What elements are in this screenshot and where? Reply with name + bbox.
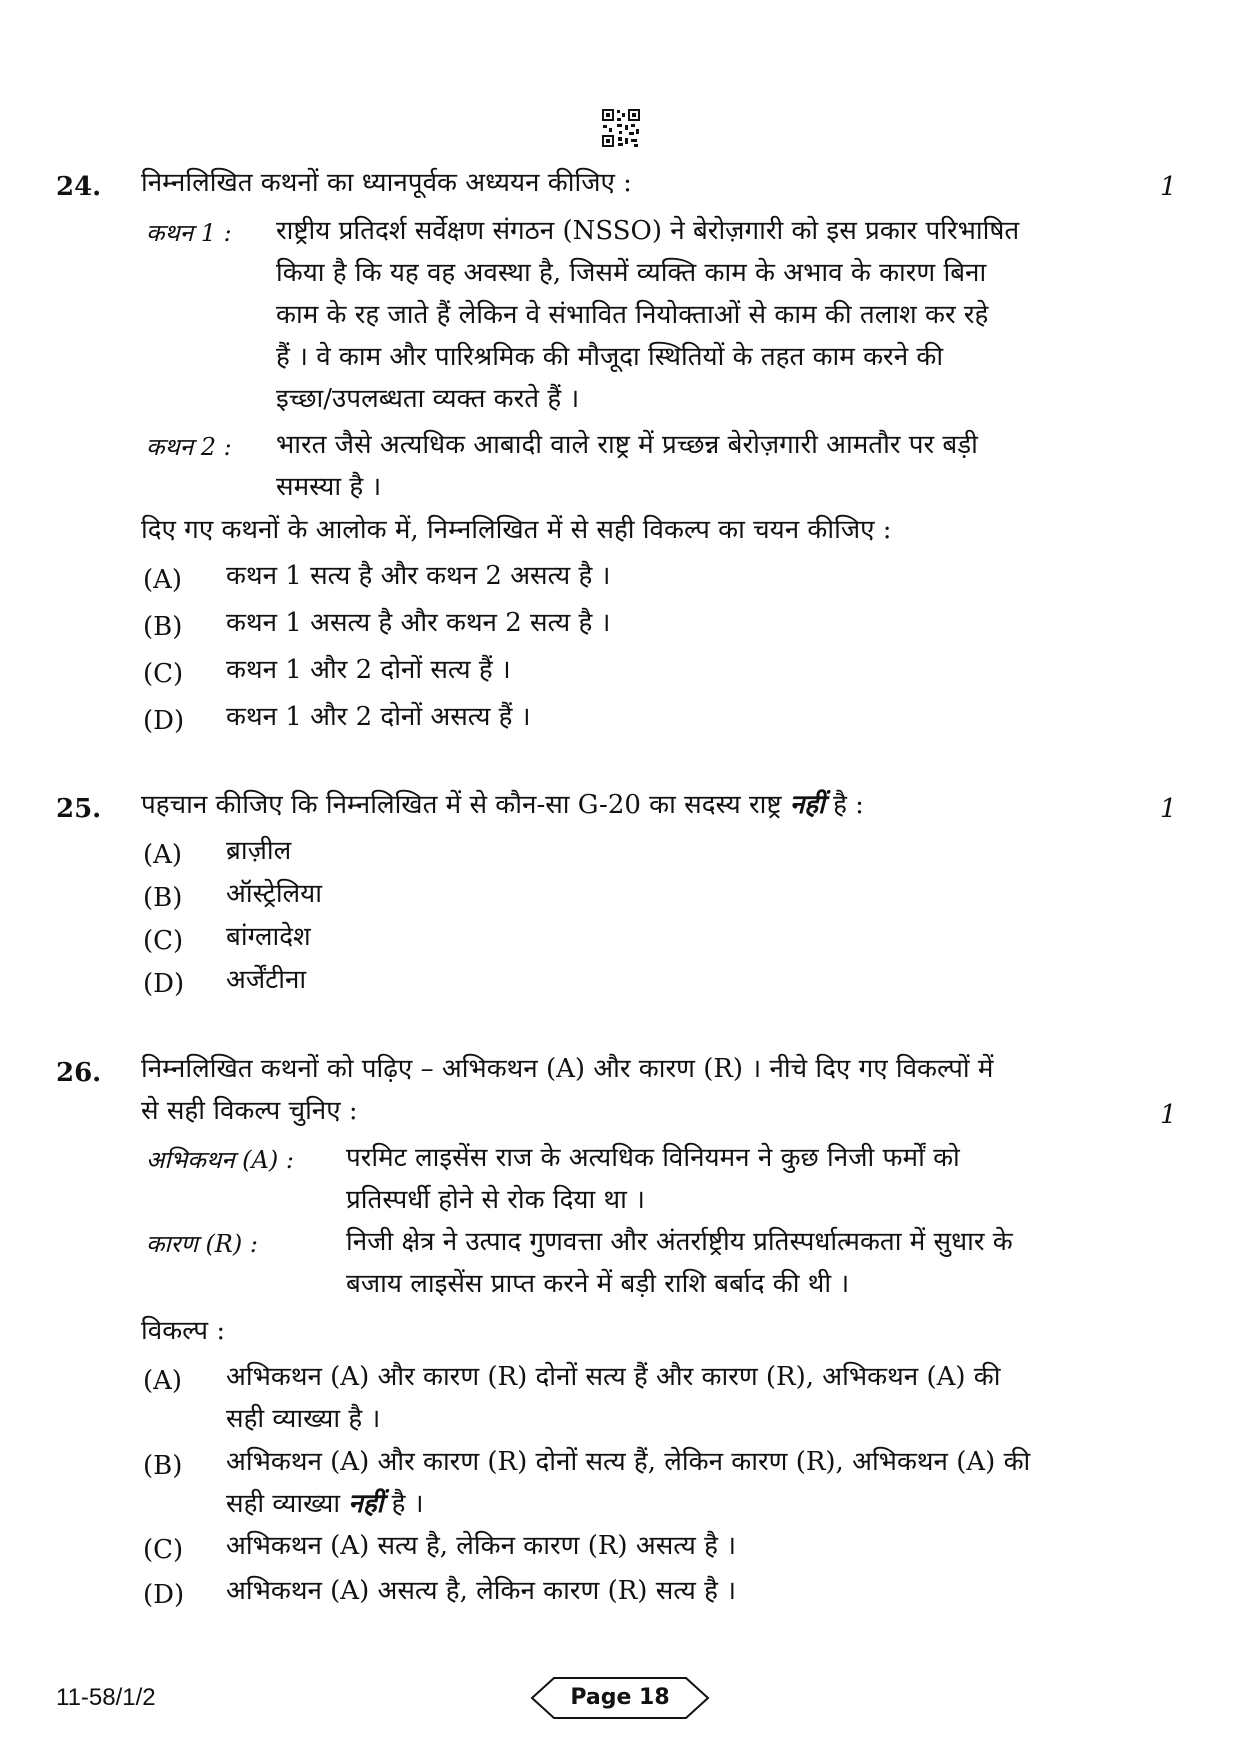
- text-line: निम्नलिखित कथनों को पढ़िए – अभिकथन (A) और कारण (R) । नीचे दिए गए विकल्पों में: [141, 1054, 994, 1084]
- option-d-letter: (D): [143, 969, 185, 999]
- option-c-letter: (C): [143, 659, 184, 689]
- text-line: किया है कि यह वह अवस्था है, जिसमें व्यक्ति काम के अभाव के कारण बिना: [276, 258, 987, 288]
- text-line: भारत जैसे अत्यधिक आबादी वाले राष्ट्र में प्रच्छन्न बेरोज़गारी आमतौर पर बड़ी: [276, 430, 978, 460]
- option-text: है ।: [391, 1489, 424, 1519]
- option-d-letter: (D): [143, 1580, 185, 1610]
- text-line: प्रतिस्पर्धी होने से रोक दिया था ।: [346, 1185, 645, 1215]
- qr-code-icon: [601, 108, 641, 148]
- option-b-letter: (B): [143, 612, 183, 642]
- text-line: [226, 1483, 1121, 1525]
- question-marks: 1: [1160, 794, 1177, 824]
- instruction: दिए गए कथनों के आलोक में, निम्नलिखित में से सही विकल्प का चयन कीजिए :: [141, 515, 892, 545]
- option-c-text: कथन 1 और 2 दोनों सत्य हैं ।: [226, 655, 511, 685]
- assertion-text: [346, 1137, 1121, 1221]
- page-indicator: [530, 1676, 710, 1720]
- question-marks: 1: [1160, 1100, 1177, 1130]
- option-a-letter: (A): [143, 840, 183, 870]
- option-b-text: ऑस्ट्रेलिया: [226, 879, 322, 909]
- stem-text: है :: [833, 790, 864, 820]
- option-b-letter: (B): [143, 1451, 183, 1481]
- paper-code: 11-58/1/2: [56, 1684, 156, 1711]
- option-b-text: कथन 1 असत्य है और कथन 2 सत्य है ।: [226, 608, 611, 638]
- option-b-letter: (B): [143, 883, 183, 913]
- text-line: इच्छा/उपलब्धता व्यक्त करते हैं ।: [276, 384, 580, 414]
- options-label: विकल्प :: [141, 1316, 226, 1346]
- text-line: अभिकथन (A) और कारण (R) दोनों सत्य हैं और कारण (R), अभिकथन (A) की: [226, 1362, 1001, 1392]
- text-line: से सही विकल्प चुनिए :: [141, 1096, 358, 1126]
- statement-2-label: कथन 2 :: [146, 433, 232, 461]
- statement-1-label: कथन 1 :: [146, 219, 232, 247]
- option-a-text: कथन 1 सत्य है और कथन 2 असत्य है ।: [226, 561, 611, 591]
- text-line: बजाय लाइसेंस प्राप्त करने में बड़ी राशि बर्बाद की थी ।: [346, 1269, 850, 1299]
- question-marks: 1: [1160, 172, 1177, 202]
- option-a-letter: (A): [143, 1366, 183, 1396]
- question-stem: निम्नलिखित कथनों का ध्यानपूर्वक अध्ययन कीजिए :: [141, 168, 632, 198]
- assertion-label: अभिकथन (A) :: [146, 1146, 294, 1174]
- question-number: 24.: [56, 172, 102, 202]
- option-a-text: [226, 1356, 1121, 1440]
- option-a-letter: (A): [143, 565, 183, 595]
- question-number: 25.: [56, 794, 102, 824]
- reason-label: कारण (R) :: [146, 1230, 258, 1258]
- option-d-letter: (D): [143, 706, 185, 736]
- option-c-text: अभिकथन (A) सत्य है, लेकिन कारण (R) असत्य है ।: [226, 1531, 737, 1561]
- option-a-text: ब्राज़ील: [226, 836, 292, 866]
- option-emphasis: नहीं: [348, 1489, 384, 1519]
- text-line: काम के रह जाते हैं लेकिन वे संभावित नियोक्ताओं से काम की तलाश कर रहे: [276, 300, 989, 330]
- text-line: राष्ट्रीय प्रतिदर्श सर्वेक्षण संगठन (NSSO) ने बेरोज़गारी को इस प्रकार परिभाषित: [276, 216, 1020, 246]
- option-text: सही व्याख्या: [226, 1489, 341, 1519]
- question-stem: [141, 784, 864, 826]
- text-line: निजी क्षेत्र ने उत्पाद गुणवत्ता और अंतर्राष्ट्रीय प्रतिस्पर्धात्मकता में सुधार के: [346, 1227, 1013, 1257]
- option-c-text: बांग्लादेश: [226, 922, 311, 952]
- option-c-letter: (C): [143, 1535, 184, 1565]
- text-line: हैं । वे काम और पारिश्रमिक की मौजूदा स्थितियों के तहत काम करने की: [276, 342, 944, 372]
- text-line: परमिट लाइसेंस राज के अत्यधिक विनियमन ने कुछ निजी फर्मों को: [346, 1143, 960, 1173]
- page-number: Page 18: [570, 1685, 670, 1710]
- text-line: सही व्याख्या है ।: [226, 1404, 381, 1434]
- text-line: समस्या है ।: [276, 472, 382, 502]
- statement-1-text: [276, 210, 1121, 420]
- question-number: 26.: [56, 1058, 102, 1088]
- stem-text: पहचान कीजिए कि निम्नलिखित में से कौन-सा G-20 का सदस्य राष्ट्र: [141, 790, 782, 820]
- option-d-text: अर्जेंटीना: [226, 965, 307, 995]
- option-d-text: कथन 1 और 2 दोनों असत्य हैं ।: [226, 702, 531, 732]
- stem-emphasis: नहीं: [789, 790, 825, 820]
- question-stem: [141, 1048, 1121, 1132]
- option-d-text: अभिकथन (A) असत्य है, लेकिन कारण (R) सत्य है ।: [226, 1576, 737, 1606]
- text-line: अभिकथन (A) और कारण (R) दोनों सत्य हैं, लेकिन कारण (R), अभिकथन (A) की: [226, 1447, 1031, 1477]
- option-b-text: [226, 1441, 1121, 1525]
- option-c-letter: (C): [143, 926, 184, 956]
- statement-2-text: [276, 424, 1121, 508]
- reason-text: [346, 1221, 1121, 1305]
